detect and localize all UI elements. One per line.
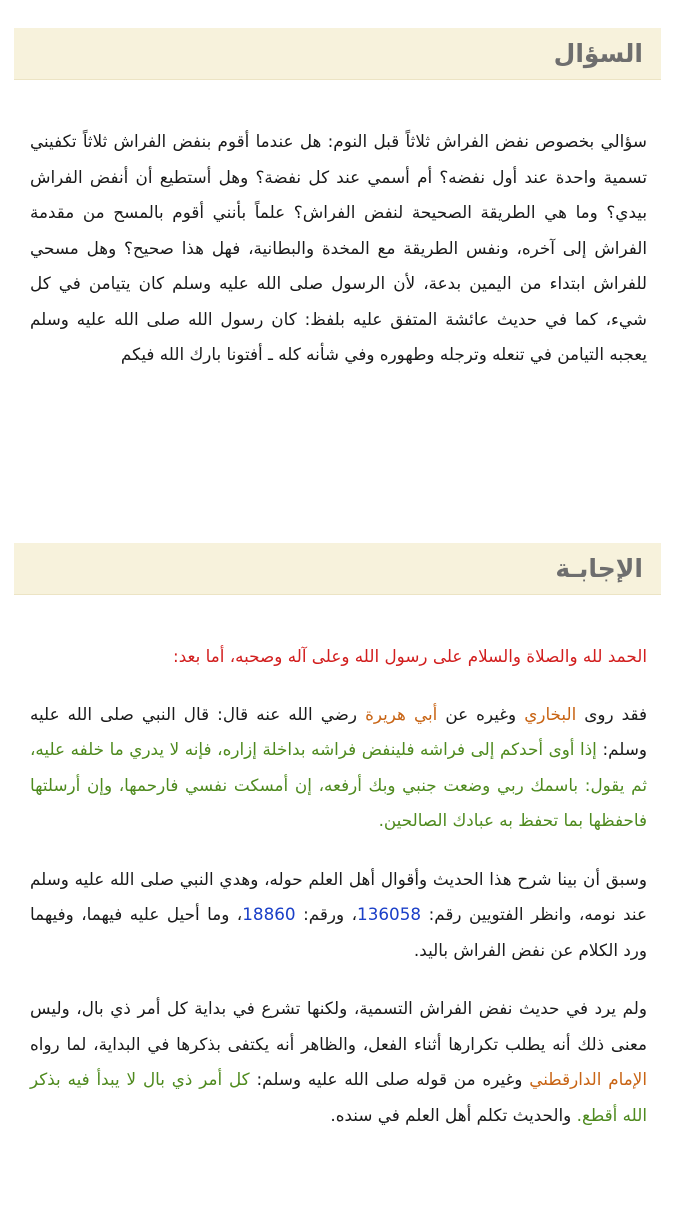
abu-hurairah-link[interactable]: أبي هريرة bbox=[365, 703, 438, 724]
answer-header bbox=[14, 543, 661, 595]
fatwa-link-18860[interactable]: 18860 bbox=[242, 904, 296, 924]
answer-body bbox=[0, 639, 675, 1133]
question-text: سؤالي بخصوص نفض الفراش ثلاثاً قبل النوم: هل عندما أقوم بنفض الفراش ثلاثاً تكفيني تسمية واحدة عند أول نفضه؟ أم أسمي عند كل نفضة؟ وهل أستطيع أن أنفض الفراش بيدي؟ وما هي الطريقة الصحيحة لنفض الفراش؟ علماً بأنني أقوم بالمسح من مقدمة الفراش إلى آخره، ونفس الطريقة مع المخدة والبطانية، فهل هذا صحيح؟ وهل مسحي للفراش ابتداء من اليمين بدعة، لأن الرسول صلى الله عليه وسلم كان يتيامن في كل شيء، كما في حديث عائشة المتفق عليه بلفظ: كان رسول الله صلى الله عليه وسلم يعجبه التيامن في تنعله وترجله وطهوره وفي شأنه كله ـ أفتونا بارك الله فيكم bbox=[30, 131, 647, 364]
hadith-text: إذا أوى أحدكم إلى فراشه فلينفض فراشه بداخلة إزاره، فإنه لا يدري ما خلفه عليه، ثم يقول: باسمك ربي وضعت جنبي وبك أرفعه، إن أمسكت نفسي فارحمها، وإن أرسلتها فاحفظها بما تحفظ به عبادك الصالحين. bbox=[30, 739, 647, 830]
answer-opening: الحمد لله والصلاة والسلام على رسول الله وعلى آله وصحبه، أما بعد: bbox=[173, 646, 647, 666]
fatwa-link-136058[interactable]: 136058 bbox=[357, 904, 422, 924]
answer-paragraph-2: وسبق أن بينا شرح هذا الحديث وأقوال أهل العلم حوله، وهدي النبي صلى الله عليه وسلم عند نومه، وانظر الفتويين رقم: 136058، ورقم: 18860، وما أحيل عليه فيهما، وفيهما ورد الكلام عن نفض الفراش باليد. bbox=[30, 868, 647, 960]
question-header bbox=[14, 28, 661, 80]
daraqutni-link[interactable]: الإمام الدارقطني bbox=[529, 1069, 648, 1089]
bukhari-link[interactable]: البخاري bbox=[524, 703, 577, 724]
question-title: السؤال bbox=[553, 39, 643, 68]
hadith-text-2: كل أمر ذي بال لا يبدأ فيه بذكر الله أقطع. bbox=[30, 1069, 647, 1125]
answer-title: الإجابـة bbox=[555, 554, 643, 583]
answer-paragraph-1: فقد روى البخاري وغيره عن أبي هريرة رضي الله عنه قال: قال النبي صلى الله عليه وسلم: إذا أوى أحدكم إلى فراشه فلينفض فراشه بداخلة إزاره، فإنه لا يدري ما خلفه عليه، ثم يقول: باسمك ربي وضعت جنبي وبك أرفعه، إن أمسكت نفسي فارحمها، وإن أرسلتها فاحفظها بما تحفظ به عبادك الصالحين. bbox=[30, 703, 647, 830]
answer-paragraph-3: ولم يرد في حديث نفض الفراش التسمية، ولكنها تشرع في بداية كل أمر ذي بال، وليس معنى ذلك أنه يطلب تكرارها أثناء الفعل، والظاهر أنه يكتفى بذكرها في البداية، لما رواه الإمام الدارقطني وغيره من قوله صلى الله عليه وسلم: كل أمر ذي بال لا يبدأ فيه بذكر الله أقطع. والحديث تكلم أهل العلم في سنده. bbox=[30, 998, 648, 1125]
